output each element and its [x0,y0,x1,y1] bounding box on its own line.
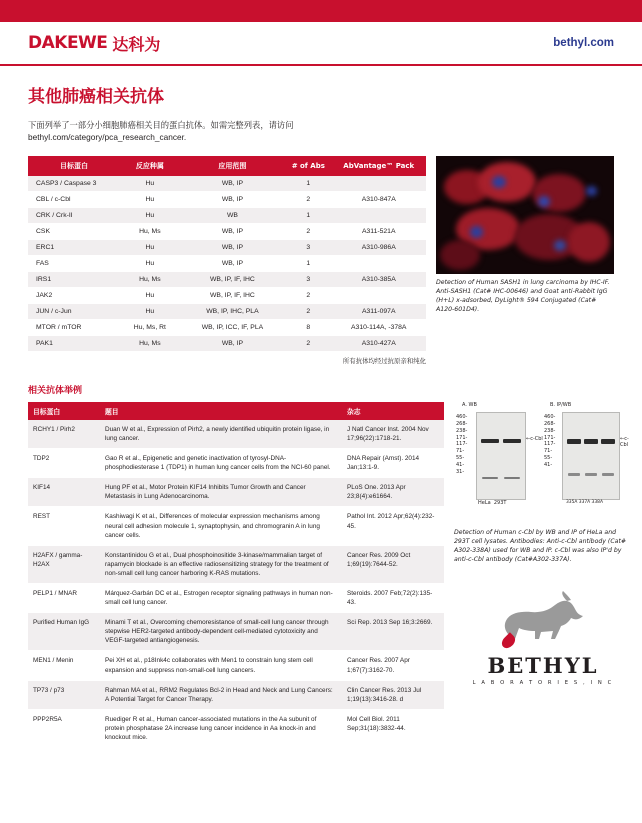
cell-count: 3 [285,271,331,287]
page-header [0,22,642,66]
cell-count: 2 [285,191,331,207]
pub-journal: Cancer Res. 2009 Oct 1;69(19):7644-52. [342,545,444,583]
bethyl-wordmark: BETHYL [487,652,599,678]
cell-target: JUN / c-Jun [28,303,120,319]
list-item [28,478,444,507]
cell-target: CSK [28,223,120,239]
cell-reactivity: Hu, Ms [120,335,180,351]
cell-pack [331,255,426,271]
wb-panel-b-label: B. IP/WB [550,401,572,408]
pub-journal: DNA Repair (Amst). 2014 Jan;13:1-9. [342,449,444,478]
wb-lane-labels-a: HeLa 293T [478,499,507,506]
cell-reactivity: Hu, Ms [120,223,180,239]
wb-gel-panel-a [476,412,526,500]
table-header-row [28,156,426,176]
col-num-abs: # of Abs [285,156,331,176]
pub-title: Gao R et al., Epigenetic and genetic inactivation of tyrosyl-DNA-phosphodiesterase 1 (TDP1) in human lung cancer cells from the NCI-60 panel. [100,449,342,478]
cell-applications: WB, IP, IF, IHC [180,287,285,303]
cell-reactivity: Hu [120,255,180,271]
intro-url: bethyl.com/category/pca_research_cancer. [28,132,187,143]
bethyl-tagline: L A B O R A T O R I E S , I N C [472,679,614,686]
table-row [28,191,426,207]
pub-title: Duan W et al., Expression of Pirh2, a newly identified ubiquitin protein ligase, in lung cancer. [100,420,342,449]
cell-pack: A311-521A [331,223,426,239]
list-item [28,709,444,747]
cell-count: 3 [285,239,331,255]
pub-target: RCHY1 / Pirh2 [28,420,100,449]
cell-count: 2 [285,303,331,319]
publications-table [28,402,444,748]
cell-pack: A311-097A [331,303,426,319]
cell-target: JAK2 [28,287,120,303]
cell-applications: WB, IP, ICC, IF, PLA [180,319,285,335]
goat-icon [491,591,595,651]
dakewe-logo-chinese: 达科为 [112,34,161,54]
cell-reactivity: Hu [120,176,180,192]
table-row [28,287,426,303]
dakewe-logo [28,32,160,55]
cell-pack: A310-114A, -378A [331,319,426,335]
cell-target: CBL / c-Cbl [28,191,120,207]
pub-journal: Clin Cancer Res. 2013 Jul 1;19(13):3416-28. d [342,680,444,709]
table-row [28,271,426,287]
cell-count: 2 [285,287,331,303]
dakewe-logo-text: DAKEWE [28,33,108,53]
pub-title: Pei XH et al., p18Ink4c collaborates with Men1 to constrain lung stem cell expansion and suppress non-small-cell lung cancers. [100,651,342,680]
cell-applications: WB, IP [180,176,285,192]
list-item [28,449,444,478]
list-item [28,545,444,583]
cell-applications: WB [180,207,285,223]
antibody-table [28,156,426,352]
cell-pack [331,207,426,223]
col-pub-journal: 杂志 [342,402,444,420]
col-pub-title: 题目 [100,402,342,420]
pub-journal: Pathol Int. 2012 Apr;62(4):232-45. [342,507,444,545]
right-figure-column [436,156,614,315]
antibody-table-body [28,176,426,352]
wb-image-caption: Detection of Human c-Cbl by WB and IP of HeLa and 293T cell lysates. Antibodies: Anti-c-Cbl antibody (Cat# A302-338A) used for WB and IP. c-Cbl was also IP'd by anti-c-Cbl antibody (Cat#A302-337A). [454,528,627,563]
cell-target: FAS [28,255,120,271]
cell-applications: WB, IP [180,191,285,207]
intro-paragraph [28,119,428,144]
table-row [28,207,426,223]
right-figure-column-2 [454,402,632,686]
cell-target: ERC1 [28,239,120,255]
list-item [28,613,444,651]
cell-count: 1 [285,176,331,192]
col-reactivity: 反应种属 [120,156,180,176]
pub-table-header-row [28,402,444,420]
table-row [28,176,426,192]
cell-reactivity: Hu [120,303,180,319]
intro-line-1: 下面列举了一部分小细胞肺癌相关目的蛋白抗体。如需完整列表，请访问 [28,120,294,130]
cell-applications: WB, IP [180,223,285,239]
pub-target: PELP1 / MNAR [28,584,100,613]
pub-title: Ruediger R et al., Human cancer-associated mutations in the Aa subunit of protein phosphatase 2A increase lung cancer incidence in Aa knock-in and knockout mice. [100,709,342,747]
pub-journal: Cancer Res. 2007 Apr 1;67(7):3162-70. [342,651,444,680]
pub-title: Rahman MA et al., RRM2 Regulates Bcl-2 in Head and Neck and Lung Cancers: A Potential Target for Cancer Therapy. [100,680,342,709]
cell-count: 8 [285,319,331,335]
col-applications: 应用范围 [180,156,285,176]
pub-target: TDP2 [28,449,100,478]
col-pub-target: 目标蛋白 [28,402,100,420]
list-item [28,420,444,449]
cell-applications: WB, IP, IHC, PLA [180,303,285,319]
pub-journal: Steroids. 2007 Feb;72(2):135-43. [342,584,444,613]
col-target-protein: 目标蛋白 [28,156,120,176]
pub-journal: Sci Rep. 2013 Sep 16;3:2669. [342,613,444,651]
pub-target: H2AFX / gamma-H2AX [28,545,100,583]
page-title: 其他肺癌相关抗体 [28,87,164,107]
list-item [28,651,444,680]
cell-count: 1 [285,255,331,271]
cell-applications: WB, IP, IF, IHC [180,271,285,287]
ihc-fluorescence-image [436,156,614,274]
pub-target: MEN1 / Menin [28,651,100,680]
table-row [28,255,426,271]
pub-target: PPP2R5A [28,709,100,747]
list-item [28,584,444,613]
pub-target: REST [28,507,100,545]
pub-title: Hung PF et al., Motor Protein KIF14 Inhibits Tumor Growth and Cancer Metastasis in Lung Adenocarcinoma. [100,478,342,507]
cell-reactivity: Hu [120,287,180,303]
cell-pack [331,176,426,192]
pub-target: KIF14 [28,478,100,507]
cell-target: CASP3 / Caspase 3 [28,176,120,192]
ihc-image-caption: Detection of Human SASH1 in lung carcinoma by IHC-IF. Anti-SASH1 (Cat# IHC-00646) and Goat anti-Rabbit IgG (H+L) x-adsorbed, DyLight® 594 Conjugated (Cat# A120-601D4). [436,278,610,313]
section2-title: 相关抗体举例 [28,385,83,396]
cell-applications: WB, IP [180,335,285,351]
table-footnote: 所有抗体均经过抗原亲和纯化 [342,356,426,365]
cell-pack: A310-847A [331,191,426,207]
table-row [28,335,426,351]
wb-panel-a-label: A. WB [462,401,477,408]
cell-count: 2 [285,335,331,351]
table-row [28,319,426,335]
pub-journal: J Natl Cancer Inst. 2004 Nov 17;96(22):1718-21. [342,420,444,449]
cell-reactivity: Hu [120,239,180,255]
bottom-section [28,401,629,748]
pub-target: TP73 / p73 [28,680,100,709]
cell-target: MTOR / mTOR [28,319,120,335]
wb-gel-panel-b [562,412,620,500]
wb-lane-labels-b: 335A 337A 338A [566,499,603,505]
table-row [28,239,426,255]
pub-title: Konstantinidou G et al., Dual phosphoinositide 3-kinase/mammalian target of rapamycin blockade is an effective radiosensitizing strategy for the treatment of non-small cell lung cancer harboring K-RAS mutations. [100,545,342,583]
cell-target: CRK / Crk-II [28,207,120,223]
pub-title: Márquez-Garbán DC et al., Estrogen receptor signaling pathways in human non-small cell lung cancer. [100,584,342,613]
pub-journal: Mol Cell Biol. 2011 Sep;31(18):3832-44. [342,709,444,747]
table-row [28,223,426,239]
western-blot-image [454,402,632,524]
cell-pack [331,287,426,303]
table-row [28,303,426,319]
cell-reactivity: Hu [120,207,180,223]
wb-ladder-right: 460- 268- 238- 171- 117- 71- 55- 41- [544,413,556,469]
pub-target: Purified Human IgG [28,613,100,651]
cell-count: 2 [285,223,331,239]
pub-journal: PLoS One. 2013 Apr 23;8(4):e61664. [342,478,444,507]
cell-pack: A310-385A [331,271,426,287]
cell-reactivity: Hu, Ms, Rt [120,319,180,335]
pub-title: Kashiwagi K et al., Differences of molecular expression mechanisms among neural cell adhesion molecule 1, synaptophysin, and chromogranin A in lung cancer cells. [100,507,342,545]
site-url-link[interactable]: bethyl.com [553,37,614,49]
wb-ladder-left: 460- 268- 238- 171- 117- 71- 55- 41- 31- [456,413,468,475]
top-section [28,156,614,365]
list-item [28,507,444,545]
bethyl-logo [454,591,632,686]
cell-applications: WB, IP [180,255,285,271]
cell-pack: A310-986A [331,239,426,255]
cell-reactivity: Hu, Ms [120,271,180,287]
cell-pack: A310-427A [331,335,426,351]
wb-band-label-b: ←c-Cbl [620,435,629,448]
col-abvantage-pack: AbVantage™ Pack [331,156,426,176]
cell-target: IRS1 [28,271,120,287]
cell-applications: WB, IP [180,239,285,255]
list-item [28,680,444,709]
pub-title: Minami T et al., Overcoming chemoresistance of small-cell lung cancer through stepwise HER2-targeted antibody-dependent cell-mediated cytotoxicity and VEGF-targeted antiangiogenesis. [100,613,342,651]
antibody-table-wrap [28,156,426,365]
wb-band-label-a: ←c-Cbl [526,435,543,442]
page-content [0,66,642,748]
top-red-bar [0,0,642,22]
cell-reactivity: Hu [120,191,180,207]
cell-count: 1 [285,207,331,223]
publications-table-body [28,420,444,748]
cell-target: PAK1 [28,335,120,351]
